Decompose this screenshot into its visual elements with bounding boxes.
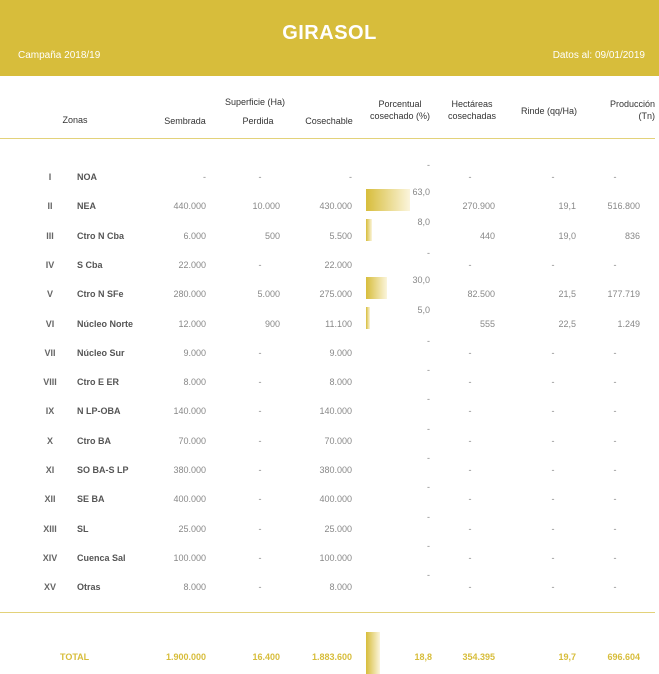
zone-number: VII bbox=[44, 348, 56, 358]
zone-name: Otras bbox=[77, 582, 101, 592]
col-header-hectareas-line2: cosechadas bbox=[447, 111, 497, 121]
perdida-value: - bbox=[258, 436, 262, 446]
hectareas-value: 270.900 bbox=[462, 201, 495, 211]
cosechable-value: 22.000 bbox=[324, 260, 352, 270]
zone-name: Ctro E ER bbox=[77, 377, 120, 387]
zone-number: V bbox=[46, 289, 53, 299]
zone-name: NOA bbox=[77, 172, 97, 182]
rinde-value: - bbox=[551, 524, 555, 534]
produccion-value: 836 bbox=[624, 231, 640, 241]
perdida-value: - bbox=[258, 465, 262, 475]
pct-value: 30,0 bbox=[412, 275, 430, 285]
zone-name: N LP-OBA bbox=[77, 406, 121, 416]
cosechable-value: 140.000 bbox=[319, 406, 352, 416]
hectareas-value: - bbox=[468, 582, 472, 592]
pct-value: - bbox=[427, 424, 430, 434]
rinde-value: - bbox=[551, 172, 555, 182]
sembrada-value: 70.000 bbox=[178, 436, 206, 446]
rinde-value: - bbox=[551, 553, 555, 563]
zone-number: X bbox=[46, 436, 53, 446]
total-rinde: 19,7 bbox=[558, 652, 576, 662]
zone-number: XII bbox=[44, 494, 56, 504]
perdida-value: 900 bbox=[264, 319, 280, 329]
cosechable-value: 8.000 bbox=[329, 377, 352, 387]
zone-number: XI bbox=[45, 465, 55, 475]
report-title: GIRASOL bbox=[282, 22, 377, 44]
total-pct: 18,8 bbox=[414, 652, 432, 662]
col-header-rinde: Rinde (qq/Ha) bbox=[520, 106, 578, 116]
zone-name: Ctro BA bbox=[77, 436, 111, 446]
total-produccion: 696.604 bbox=[607, 652, 640, 662]
rinde-value: 22,5 bbox=[558, 319, 576, 329]
table-row bbox=[0, 512, 659, 540]
zone-name: Núcleo Sur bbox=[77, 348, 125, 358]
produccion-value: - bbox=[613, 172, 617, 182]
hectareas-value: - bbox=[468, 524, 472, 534]
pct-value: 8,0 bbox=[417, 217, 430, 227]
perdida-value: - bbox=[258, 406, 262, 416]
pct-bar bbox=[366, 307, 370, 329]
zone-number: VI bbox=[45, 319, 55, 329]
rinde-value: - bbox=[551, 406, 555, 416]
sembrada-value: 25.000 bbox=[178, 524, 206, 534]
table-row bbox=[0, 275, 659, 305]
zone-number: IV bbox=[45, 260, 55, 270]
table-row bbox=[0, 453, 659, 481]
cosechable-value: 380.000 bbox=[319, 465, 352, 475]
cosechable-value: 400.000 bbox=[319, 494, 352, 504]
hectareas-value: - bbox=[468, 553, 472, 563]
sembrada-value: 380.000 bbox=[173, 465, 206, 475]
hectareas-value: - bbox=[468, 172, 472, 182]
sembrada-value: 100.000 bbox=[173, 553, 206, 563]
col-header-sembrada: Sembrada bbox=[164, 116, 206, 126]
rinde-value: 19,1 bbox=[558, 201, 576, 211]
perdida-value: - bbox=[258, 260, 262, 270]
table-row bbox=[0, 541, 659, 569]
hectareas-value: - bbox=[468, 406, 472, 416]
zone-number: VIII bbox=[43, 377, 57, 387]
hectareas-value: 440 bbox=[479, 231, 495, 241]
produccion-value: 1.249 bbox=[617, 319, 640, 329]
table-row bbox=[0, 365, 659, 393]
rinde-value: - bbox=[551, 348, 555, 358]
pct-value: 63,0 bbox=[412, 187, 430, 197]
produccion-value: - bbox=[613, 553, 617, 563]
perdida-value: 10.000 bbox=[252, 201, 280, 211]
rinde-value: - bbox=[551, 494, 555, 504]
rinde-value: 21,5 bbox=[558, 289, 576, 299]
zone-name: NEA bbox=[77, 201, 97, 211]
produccion-value: - bbox=[613, 494, 617, 504]
cosechable-value: 100.000 bbox=[319, 553, 352, 563]
hectareas-value: - bbox=[468, 494, 472, 504]
hectareas-value: - bbox=[468, 260, 472, 270]
pct-value: - bbox=[427, 365, 430, 375]
perdida-value: - bbox=[258, 524, 262, 534]
col-header-hectareas bbox=[440, 98, 504, 122]
col-header-hectareas-line1: Hectáreas bbox=[451, 99, 493, 109]
zone-number: XIV bbox=[42, 553, 58, 563]
table-row bbox=[0, 570, 659, 598]
sembrada-value: 6.000 bbox=[183, 231, 206, 241]
produccion-value: - bbox=[613, 582, 617, 592]
produccion-value: - bbox=[613, 406, 617, 416]
produccion-value: - bbox=[613, 348, 617, 358]
perdida-value: - bbox=[258, 377, 262, 387]
zone-number: III bbox=[46, 231, 54, 241]
col-header-perdida: Perdida bbox=[242, 116, 274, 126]
hectareas-value: - bbox=[468, 465, 472, 475]
table-row bbox=[0, 482, 659, 510]
table-row bbox=[0, 217, 659, 247]
pct-value: - bbox=[427, 160, 430, 170]
table-row bbox=[0, 336, 659, 364]
rinde-value: - bbox=[551, 260, 555, 270]
cosechable-value: 25.000 bbox=[324, 524, 352, 534]
pct-bar bbox=[366, 277, 387, 299]
table-row bbox=[0, 248, 659, 276]
produccion-value: - bbox=[613, 436, 617, 446]
zone-number: II bbox=[47, 201, 53, 211]
pct-value: - bbox=[427, 512, 430, 522]
sembrada-value: 12.000 bbox=[178, 319, 206, 329]
rinde-value: 19,0 bbox=[558, 231, 576, 241]
cosechable-value: 5.500 bbox=[329, 231, 352, 241]
table-row bbox=[0, 305, 659, 335]
sembrada-value: 280.000 bbox=[173, 289, 206, 299]
produccion-value: - bbox=[613, 377, 617, 387]
table-row bbox=[0, 187, 659, 217]
pct-value: - bbox=[427, 336, 430, 346]
cosechable-value: - bbox=[349, 172, 352, 182]
perdida-value: 5.000 bbox=[257, 289, 280, 299]
zone-name: Cuenca Sal bbox=[77, 553, 126, 563]
cosechable-value: 275.000 bbox=[319, 289, 352, 299]
cosechable-value: 430.000 bbox=[319, 201, 352, 211]
cosechable-value: 8.000 bbox=[329, 582, 352, 592]
sembrada-value: - bbox=[203, 172, 206, 182]
pct-value: - bbox=[427, 453, 430, 463]
pct-value: - bbox=[427, 394, 430, 404]
pct-bar bbox=[366, 219, 372, 241]
total-pct-bar bbox=[366, 632, 380, 674]
cosechable-value: 11.100 bbox=[325, 319, 352, 329]
perdida-value: - bbox=[258, 494, 262, 504]
sembrada-value: 140.000 bbox=[173, 406, 206, 416]
col-header-produccion bbox=[595, 98, 655, 122]
col-header-superficie: Superficie (Ha) bbox=[224, 97, 286, 107]
col-header-porcentual bbox=[362, 98, 438, 122]
total-cosechable: 1.883.600 bbox=[311, 652, 352, 662]
zone-name: SO BA-S LP bbox=[77, 465, 129, 475]
zone-number: XV bbox=[43, 582, 56, 592]
col-header-porcentual-line2: cosechado (%) bbox=[369, 111, 431, 121]
pct-value: - bbox=[427, 248, 430, 258]
zone-name: Núcleo Norte bbox=[77, 319, 134, 329]
sembrada-value: 22.000 bbox=[178, 260, 206, 270]
produccion-value: 177.719 bbox=[607, 289, 640, 299]
pct-value: - bbox=[427, 541, 430, 551]
pct-value: 5,0 bbox=[417, 305, 430, 315]
perdida-value: - bbox=[258, 348, 262, 358]
perdida-value: - bbox=[258, 172, 262, 182]
rinde-value: - bbox=[551, 436, 555, 446]
header-divider bbox=[0, 138, 655, 139]
total-sembrada: 1.900.000 bbox=[165, 652, 206, 662]
table-row bbox=[0, 160, 659, 188]
pct-value: - bbox=[427, 482, 430, 492]
zone-name: S Cba bbox=[77, 260, 103, 270]
total-hectareas: 354.395 bbox=[462, 652, 495, 662]
total-perdida: 16.400 bbox=[252, 652, 280, 662]
hectareas-value: - bbox=[468, 436, 472, 446]
total-divider bbox=[0, 612, 655, 613]
zone-number: IX bbox=[45, 406, 55, 416]
hectareas-value: 82.500 bbox=[467, 289, 495, 299]
zone-number: XIII bbox=[43, 524, 57, 534]
produccion-value: - bbox=[613, 465, 617, 475]
zone-name: Ctro N Cba bbox=[77, 231, 124, 241]
cosechable-value: 9.000 bbox=[329, 348, 352, 358]
sembrada-value: 440.000 bbox=[173, 201, 206, 211]
total-row bbox=[0, 642, 659, 672]
col-header-porcentual-line1: Porcentual bbox=[378, 99, 422, 109]
zone-name: SL bbox=[77, 524, 89, 534]
campaign-label: Campaña 2018/19 bbox=[18, 50, 101, 61]
cosechable-value: 70.000 bbox=[324, 436, 352, 446]
rinde-value: - bbox=[551, 582, 555, 592]
zone-number: I bbox=[48, 172, 52, 182]
perdida-value: - bbox=[258, 582, 262, 592]
zone-name: SE BA bbox=[77, 494, 105, 504]
sembrada-value: 8.000 bbox=[183, 377, 206, 387]
rinde-value: - bbox=[551, 377, 555, 387]
produccion-value: - bbox=[613, 524, 617, 534]
col-header-zonas: Zonas bbox=[62, 115, 88, 125]
data-date-label: Datos al: 09/01/2019 bbox=[552, 50, 645, 61]
produccion-value: - bbox=[613, 260, 617, 270]
table-row bbox=[0, 394, 659, 422]
pct-value: - bbox=[427, 570, 430, 580]
sembrada-value: 8.000 bbox=[183, 582, 206, 592]
rinde-value: - bbox=[551, 465, 555, 475]
col-header-produccion-line2: (Tn) bbox=[638, 111, 655, 121]
sembrada-value: 9.000 bbox=[183, 348, 206, 358]
hectareas-value: 555 bbox=[479, 319, 495, 329]
col-header-cosechable: Cosechable bbox=[305, 116, 353, 126]
hectareas-value: - bbox=[468, 377, 472, 387]
perdida-value: - bbox=[258, 553, 262, 563]
table-row bbox=[0, 424, 659, 452]
col-header-produccion-line1: Producción bbox=[609, 99, 655, 109]
zone-name: Ctro N SFe bbox=[77, 289, 124, 299]
total-label: TOTAL bbox=[60, 652, 90, 662]
report-header bbox=[0, 0, 659, 76]
produccion-value: 516.800 bbox=[607, 201, 640, 211]
sembrada-value: 400.000 bbox=[173, 494, 206, 504]
perdida-value: 500 bbox=[264, 231, 280, 241]
hectareas-value: - bbox=[468, 348, 472, 358]
